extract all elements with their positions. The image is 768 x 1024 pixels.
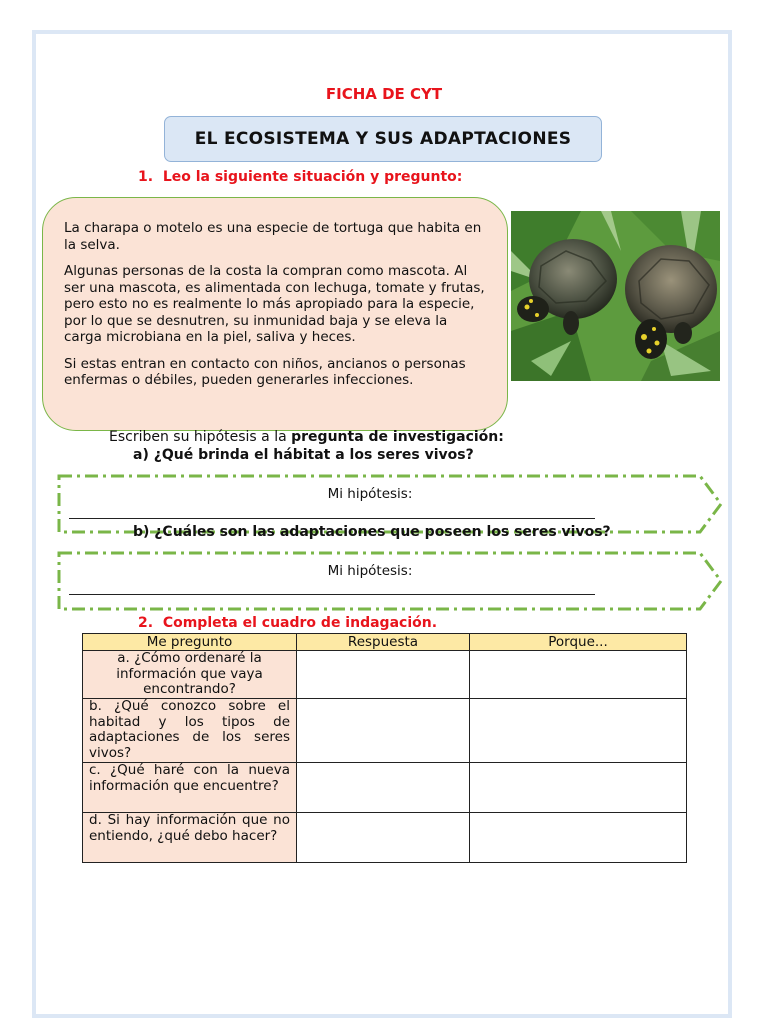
table-row: [83, 699, 687, 763]
table-header-row: [83, 634, 687, 651]
section-1-number: 1.: [138, 169, 154, 185]
hypothesis-b-answer-line[interactable]: [69, 594, 595, 595]
story-paragraph: Algunas personas de la costa la compran como mascota. Al ser una mascota, es alimentada con lechuga, tomate y frutas, pero esto no es realmente lo más apropiado para la especie, por lo que se desnutren, su inmunidad baja y se eleva la carga microbiana en la piel, saliva y heces.: [64, 263, 485, 345]
hypothesis-box-b: [56, 550, 724, 612]
table-row: [83, 813, 687, 863]
reason-cell[interactable]: [470, 651, 687, 699]
hypothesis-b-label: Mi hipótesis:: [327, 563, 413, 579]
table-row: [83, 651, 687, 699]
turtles-photo: [511, 211, 720, 381]
section-1-title: Leo la siguiente situación y pregunto:: [162, 169, 463, 185]
hypothesis-intro-plain: Escriben su hipótesis a la: [109, 429, 292, 445]
answer-cell[interactable]: [297, 651, 470, 699]
column-header: Porque...: [470, 634, 687, 651]
story-paragraph: Si estas entran en contacto con niños, ancianos o personas enfermas o débiles, pueden generarles infecciones.: [64, 355, 466, 388]
inquiry-table: [82, 633, 687, 863]
question-a: a) ¿Qué brinda el hábitat a los seres vivos?: [133, 447, 474, 463]
question-cell: b. ¿Qué conozco sobre el habitad y los tipos de adaptaciones de los seres vivos?: [83, 699, 297, 763]
story-box: [42, 197, 508, 431]
column-header: Me pregunto: [83, 634, 297, 651]
answer-cell[interactable]: [297, 763, 470, 813]
table-row: [83, 763, 687, 813]
hypothesis-a-answer-line[interactable]: [69, 518, 595, 519]
worksheet-label: FICHA DE CYT: [325, 85, 443, 103]
question-b: b) ¿Cuáles son las adaptaciones que poseen los seres vivos?: [133, 524, 611, 540]
story-paragraph: La charapa o motelo es una especie de tortuga que habita en la selva.: [64, 220, 482, 253]
page-title-text: EL ECOSISTEMA Y SUS ADAPTACIONES: [194, 129, 572, 149]
question-cell: c. ¿Qué haré con la nueva información que encuentre?: [83, 763, 297, 813]
question-cell: a. ¿Cómo ordenaré la información que vaya encontrando?: [83, 651, 297, 699]
hypothesis-a-label: Mi hipótesis:: [327, 486, 413, 502]
section-1-heading: [138, 169, 462, 185]
reason-cell[interactable]: [470, 699, 687, 763]
column-header: Respuesta: [297, 634, 470, 651]
question-cell: d. Si hay información que no entiendo, ¿qué debo hacer?: [83, 813, 297, 863]
reason-cell[interactable]: [470, 813, 687, 863]
reason-cell[interactable]: [470, 763, 687, 813]
hypothesis-intro-bold: pregunta de investigación:: [291, 429, 504, 445]
section-2-heading: [138, 615, 437, 631]
section-2-title: Completa el cuadro de indagación.: [162, 615, 438, 631]
hypothesis-intro: [109, 429, 504, 445]
answer-cell[interactable]: [297, 813, 470, 863]
page-title: [164, 116, 602, 162]
section-2-number: 2.: [138, 615, 154, 631]
answer-cell[interactable]: [297, 699, 470, 763]
